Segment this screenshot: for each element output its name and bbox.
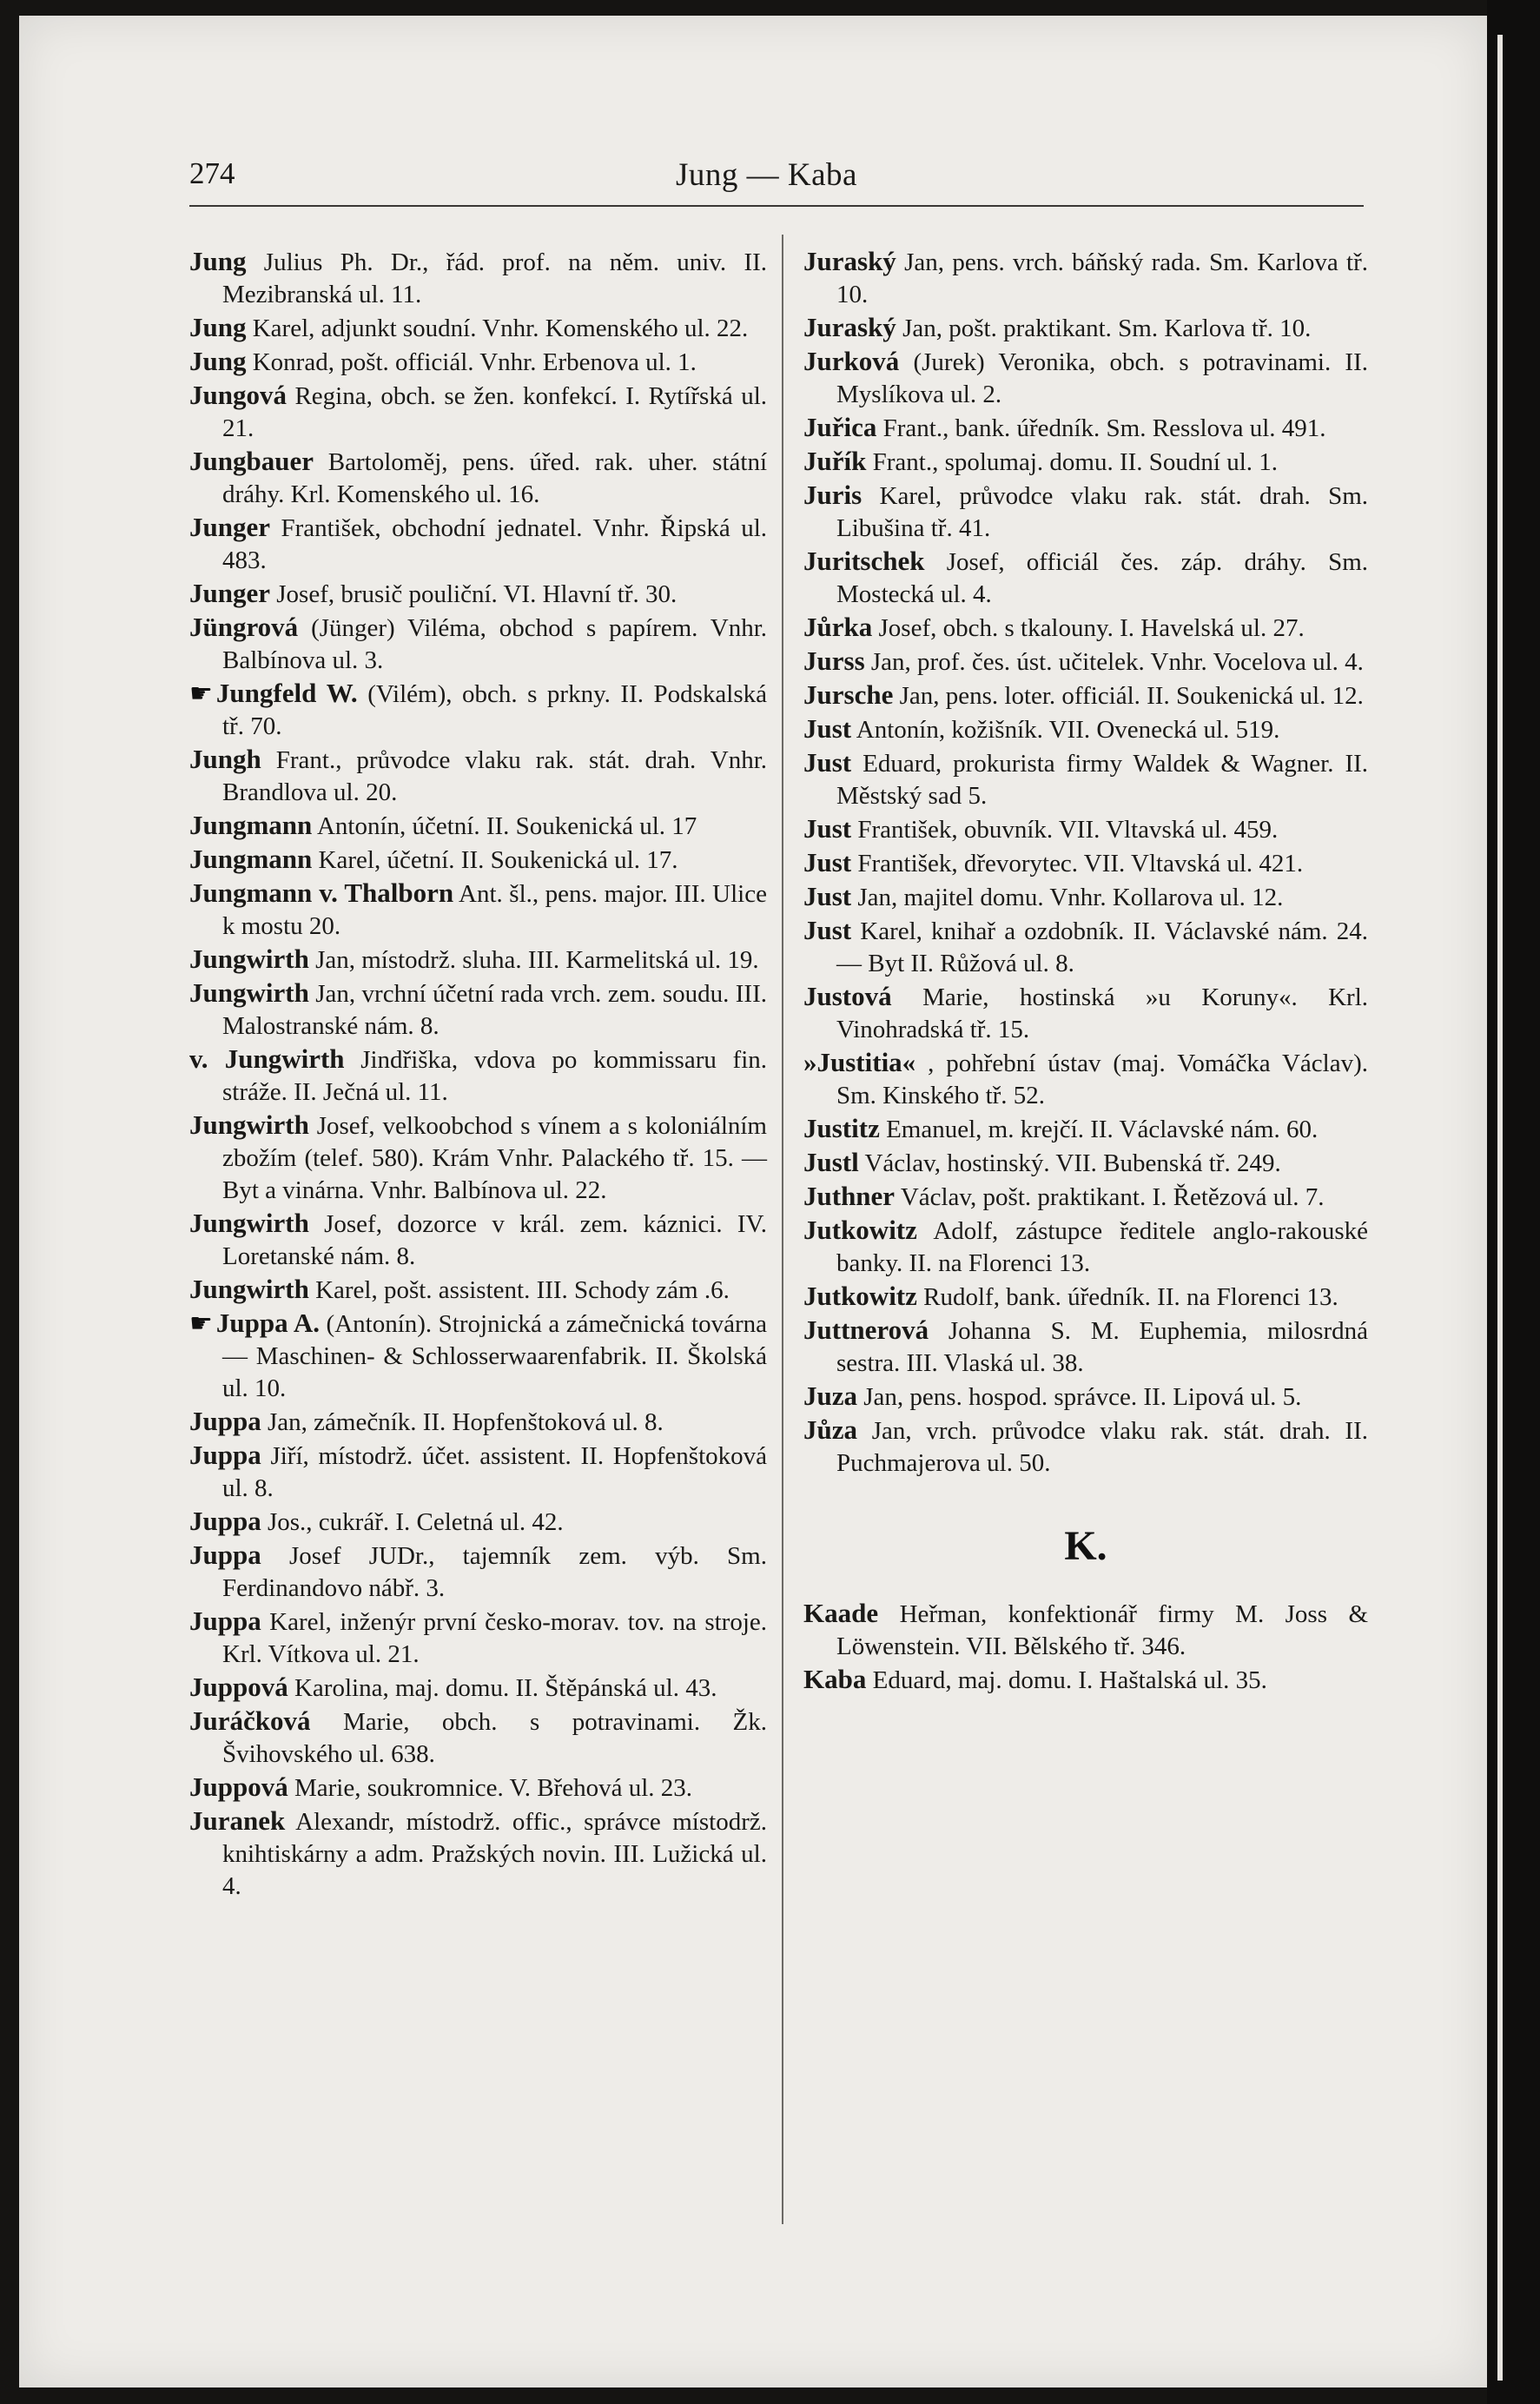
entry-surname: Juppová (189, 1672, 288, 1702)
entry-surname: Junger (189, 512, 270, 542)
entry-details: Jan, majitel domu. Vnhr. Kollarova ul. 12. (857, 884, 1284, 911)
entry-details: Jan, prof. čes. úst. učitelek. Vnhr. Vocelova ul. 4. (870, 648, 1364, 676)
directory-entry (803, 1112, 1368, 1146)
entry-surname: Juza (803, 1381, 857, 1411)
running-head: Jung — Kaba (676, 157, 857, 193)
entry-surname: Junger (189, 578, 270, 608)
entry-details: Heřman, konfektionář firmy M. Joss & Löwenstein. VII. Bělského tř. 346. (836, 1600, 1369, 1660)
entry-surname: Juráčková (189, 1705, 311, 1736)
entry-surname: Jungmann (189, 844, 313, 874)
entry-surname: Juris (803, 480, 863, 510)
directory-entry (189, 1307, 767, 1405)
entry-surname: Jungmann v. Thalborn (189, 877, 454, 908)
right-entry-list (803, 245, 1368, 1480)
entry-surname: Jungwirth (189, 1109, 309, 1140)
entry-details: Josef, brusič pouliční. VI. Hlavní tř. 30. (276, 580, 677, 608)
entry-details: (Jurek) Veronika, obch. s potravinami. II. Myslíkova ul. 2. (836, 348, 1368, 408)
directory-entry (189, 1043, 767, 1109)
directory-entry (803, 914, 1368, 980)
facing-page-edge (1487, 0, 1540, 2404)
directory-entry (803, 1180, 1368, 1214)
entry-surname: Jung (189, 346, 247, 376)
entry-surname: Kaba (803, 1664, 867, 1694)
entry-surname: Jungmann (189, 810, 313, 840)
directory-entry (189, 379, 767, 445)
directory-entry (803, 712, 1368, 746)
directory-entry (803, 545, 1368, 611)
entry-details: Josef JUDr., tajemník zem. výb. Sm. Ferdinandovo nábř. 3. (222, 1542, 767, 1602)
directory-entry (189, 1109, 767, 1207)
directory-entry (803, 846, 1368, 880)
entry-surname: Just (803, 847, 852, 877)
entry-details: Rudolf, bank. úředník. II. na Florenci 13. (923, 1283, 1338, 1311)
entry-details: Regina, obch. se žen. konfekcí. I. Rytířská ul. 21. (222, 382, 768, 442)
directory-entry (189, 943, 767, 977)
entry-details: Josef, velkoobchod s vínem a s koloniálním zbožím (telef. 580). Krám Vnhr. Palackého tř. 15. — Byt a vinárna. Vnhr. Balbínova ul. 22. (222, 1112, 767, 1204)
directory-entry (189, 611, 767, 677)
entry-details: Jos., cukrář. I. Celetná ul. 42. (267, 1508, 564, 1536)
entry-details: Marie, hostinská »u Koruny«. Krl. Vinohradská tř. 15. (836, 983, 1369, 1043)
directory-entry (189, 245, 767, 311)
entry-details: Alexandr, místodrž. offic., správce místodrž. knihtiskárny a adm. Pražských novin. III. Lužická ul. 4. (222, 1808, 767, 1900)
entry-details: Václav, pošt. praktikant. I. Řetězová ul. 7. (900, 1183, 1325, 1211)
entry-details: Karel, knihař a ozdobník. II. Václavské nám. 24. — Byt II. Růžová ul. 8. (836, 917, 1369, 977)
directory-entry (803, 611, 1368, 645)
pointing-hand-icon: ☛ (189, 1309, 213, 1338)
entry-surname: Juřík (803, 446, 867, 476)
directory-entry (803, 1214, 1368, 1280)
directory-entry (189, 1439, 767, 1505)
directory-entry (803, 1414, 1368, 1480)
directory-entry (189, 577, 767, 611)
directory-entry (189, 843, 767, 877)
entry-surname: Juppa (189, 1540, 261, 1570)
directory-entry (189, 1805, 767, 1903)
directory-entry (803, 880, 1368, 914)
entry-surname: Just (803, 747, 852, 778)
entry-surname: Juppa A. (215, 1308, 321, 1338)
entry-details: Josef, obch. s tkalouny. I. Havelská ul. 27. (878, 614, 1305, 642)
entry-surname: Jursche (803, 679, 894, 710)
entry-surname: Jungbauer (189, 446, 314, 476)
k-entry-list (803, 1597, 1368, 1697)
entry-surname: Jůza (803, 1414, 857, 1445)
directory-entry (803, 245, 1368, 311)
directory-entry (189, 877, 767, 943)
section-letter-heading: K. (1064, 1523, 1107, 1569)
directory-entry (189, 1539, 767, 1605)
directory-entry (189, 345, 767, 379)
directory-entry (189, 1705, 767, 1771)
directory-entry (189, 743, 767, 809)
entry-details: Eduard, maj. domu. I. Haštalská ul. 35. (872, 1666, 1267, 1694)
directory-entry (803, 345, 1368, 411)
entry-details: , pohřební ústav (maj. Vomáčka Václav). Sm. Kinského tř. 52. (836, 1050, 1368, 1109)
entry-details: Václav, hostinský. VII. Bubenská tř. 249. (864, 1149, 1281, 1177)
directory-entry (803, 411, 1368, 445)
entry-details: Antonín, kožišník. VII. Ovenecká ul. 519. (856, 716, 1280, 744)
directory-entry (189, 1605, 767, 1671)
pointing-hand-icon: ☛ (189, 679, 213, 708)
entry-details: František, obuvník. VII. Vltavská ul. 459. (857, 816, 1279, 844)
entry-details: Karel, průvodce vlaku rak. stát. drah. Sm. Libušina tř. 41. (836, 482, 1369, 542)
entry-surname: Just (803, 915, 852, 945)
directory-entry (803, 1663, 1368, 1697)
entry-surname: Juppa (189, 1406, 261, 1436)
entry-surname: Jungwirth (189, 1208, 309, 1238)
directory-entry (803, 1597, 1368, 1663)
entry-surname: Jüngrová (189, 612, 299, 642)
entry-details: Karel, adjunkt soudní. Vnhr. Komenského ul. 22. (252, 315, 749, 342)
entry-surname: »Justitia« (803, 1047, 916, 1077)
entry-surname: Kaade (803, 1598, 879, 1628)
header-rule (189, 205, 1364, 207)
entry-surname: Just (803, 881, 852, 911)
directory-entry (189, 1273, 767, 1307)
entry-surname: Jungová (189, 380, 287, 410)
entry-details: Jindřiška, vdova po kommissaru fin. stráže. II. Ječná ul. 11. (222, 1046, 767, 1106)
entry-details: (Vilém), obch. s prkny. II. Podskalská tř. 70. (222, 680, 768, 740)
entry-details: Marie, soukromnice. V. Břehová ul. 23. (294, 1774, 693, 1802)
directory-entry (803, 1280, 1368, 1314)
entry-surname: Jungwirth (189, 944, 309, 974)
entry-surname: Juppová (189, 1772, 288, 1802)
entry-details: Bartoloměj, pens. úřed. rak. uher. státní dráhy. Krl. Komenského ul. 16. (222, 448, 768, 508)
entry-surname: Jungwirth (189, 1274, 309, 1304)
page-header (189, 156, 1364, 205)
directory-entry (803, 812, 1368, 846)
entry-details: Emanuel, m. krejčí. II. Václavské nám. 60. (886, 1116, 1319, 1143)
column-divider (782, 235, 783, 2224)
directory-entry (803, 1380, 1368, 1414)
directory-entry (189, 1771, 767, 1805)
entry-details: Johanna S. M. Euphemia, milosrdná sestra. III. Vlaská ul. 38. (836, 1317, 1368, 1377)
entry-details: Adolf, zástupce ředitele anglo-rakouské banky. II. na Florenci 13. (836, 1217, 1368, 1277)
entry-surname: Jung (189, 246, 247, 276)
entry-details: Frant., průvodce vlaku rak. stát. drah. Vnhr. Brandlova ul. 20. (222, 746, 768, 806)
entry-surname: Jurss (803, 646, 865, 676)
facing-page-strip (1497, 35, 1503, 2381)
entry-details: Jan, vrchní účetní rada vrch. zem. soudu. III. Malostranské nám. 8. (222, 980, 767, 1040)
entry-surname: Juraský (803, 246, 896, 276)
entry-surname: Jůrka (803, 612, 873, 642)
entry-surname: Jungh (189, 744, 261, 774)
entry-surname: Jurková (803, 346, 900, 376)
entry-details: František, obchodní jednatel. Vnhr. Řipská ul. 483. (222, 514, 768, 574)
directory-entry (803, 679, 1368, 712)
entry-details: Karel, pošt. assistent. III. Schody zám .6. (315, 1276, 730, 1304)
entry-details: Julius Ph. Dr., řád. prof. na něm. univ. II. Mezibranská ul. 11. (222, 248, 768, 308)
directory-entry (189, 977, 767, 1043)
directory-entry (803, 1314, 1368, 1380)
directory-entry (189, 809, 767, 843)
entry-details: Eduard, prokurista firmy Waldek & Wagner. II. Městský sad 5. (836, 750, 1369, 810)
entry-details: Jan, pens. vrch. báňský rada. Sm. Karlova tř. 10. (836, 248, 1368, 308)
entry-surname: Juppa (189, 1506, 261, 1536)
directory-entry (803, 1046, 1368, 1112)
directory-entry (189, 311, 767, 345)
entry-details: Frant., spolumaj. domu. II. Soudní ul. 1. (872, 448, 1279, 476)
entry-surname: Jungwirth (189, 977, 309, 1008)
entry-surname: Juttnerová (803, 1315, 929, 1345)
entry-surname: Jutkowitz (803, 1215, 917, 1245)
directory-entry (189, 445, 767, 511)
entry-details: Jiří, místodrž. účet. assistent. II. Hopfenštoková ul. 8. (222, 1442, 767, 1502)
entry-surname: Jungfeld W. (215, 678, 358, 708)
entry-surname: Juřica (803, 412, 877, 442)
directory-entry (189, 677, 767, 743)
entry-details: Karolina, maj. domu. II. Štěpánská ul. 43. (294, 1674, 717, 1702)
directory-entry (189, 511, 767, 577)
entry-surname: Juritschek (803, 546, 925, 576)
entry-surname: Jutkowitz (803, 1281, 917, 1311)
directory-entry (803, 746, 1368, 812)
entry-surname: Justl (803, 1147, 859, 1177)
entry-surname: Just (803, 813, 852, 844)
entry-surname: Juthner (803, 1181, 896, 1211)
entry-surname: Juppa (189, 1606, 261, 1636)
entry-details: Jan, zámečník. II. Hopfenštoková ul. 8. (267, 1408, 664, 1436)
entry-details: Konrad, pošt. officiál. Vnhr. Erbenova ul. 1. (252, 348, 697, 376)
entry-details: Jan, vrch. průvodce vlaku rak. stát. drah. II. Puchmajerova ul. 50. (836, 1417, 1368, 1477)
directory-entry (803, 311, 1368, 345)
entry-details: Jan, pošt. praktikant. Sm. Karlova tř. 10. (902, 315, 1312, 342)
entry-surname: Just (803, 713, 852, 744)
right-column (803, 245, 1368, 1697)
page-number: 274 (189, 156, 235, 190)
entry-details: Antonín, účetní. II. Soukenická ul. 17 (316, 812, 697, 840)
entry-surname: Justitz (803, 1113, 880, 1143)
entry-details: Karel, účetní. II. Soukenická ul. 17. (318, 846, 678, 874)
entry-surname: Jung (189, 312, 247, 342)
entry-details: Ant. šl., pens. major. III. Ulice k mostu 20. (222, 880, 767, 940)
directory-entry (803, 479, 1368, 545)
entry-details: Jan, pens. loter. officiál. II. Soukenická ul. 12. (899, 682, 1364, 710)
directory-entry (189, 1405, 767, 1439)
entry-surname: Justová (803, 981, 892, 1011)
entry-details: Josef, dozorce v král. zem. káznici. IV. Loretanské nám. 8. (222, 1210, 767, 1270)
entry-surname: v. Jungwirth (189, 1043, 345, 1074)
entry-details: Josef, officiál čes. záp. dráhy. Sm. Mostecká ul. 4. (836, 548, 1368, 608)
directory-entry (803, 445, 1368, 479)
directory-entry (803, 1146, 1368, 1180)
entry-details: Frant., bank. úředník. Sm. Resslova ul. 491. (882, 414, 1326, 442)
entry-details: (Antonín). Strojnická a zámečnická továrna — Maschinen- & Schlosserwaarenfabrik. II. Školská ul. 10. (222, 1310, 767, 1402)
directory-entry (189, 1207, 767, 1273)
entry-details: (Jünger) Viléma, obchod s papírem. Vnhr. Balbínova ul. 3. (222, 614, 768, 674)
directory-entry (803, 645, 1368, 679)
entry-surname: Juraský (803, 312, 896, 342)
entry-details: Marie, obch. s potravinami. Žk. Švihovského ul. 638. (222, 1708, 767, 1768)
left-column (189, 245, 767, 1903)
entry-details: Karel, inženýr první česko-morav. tov. na stroje. Krl. Vítkova ul. 21. (222, 1608, 767, 1668)
directory-entry (189, 1671, 767, 1705)
entry-surname: Juppa (189, 1440, 261, 1470)
directory-entry (803, 980, 1368, 1046)
entry-details: Jan, pens. hospod. správce. II. Lipová ul. 5. (863, 1383, 1302, 1411)
entry-details: František, dřevorytec. VII. Vltavská ul. 421. (857, 850, 1304, 877)
entry-surname: Juranek (189, 1805, 286, 1836)
directory-entry (189, 1505, 767, 1539)
entry-details: Jan, místodrž. sluha. III. Karmelitská ul. 19. (315, 946, 759, 974)
